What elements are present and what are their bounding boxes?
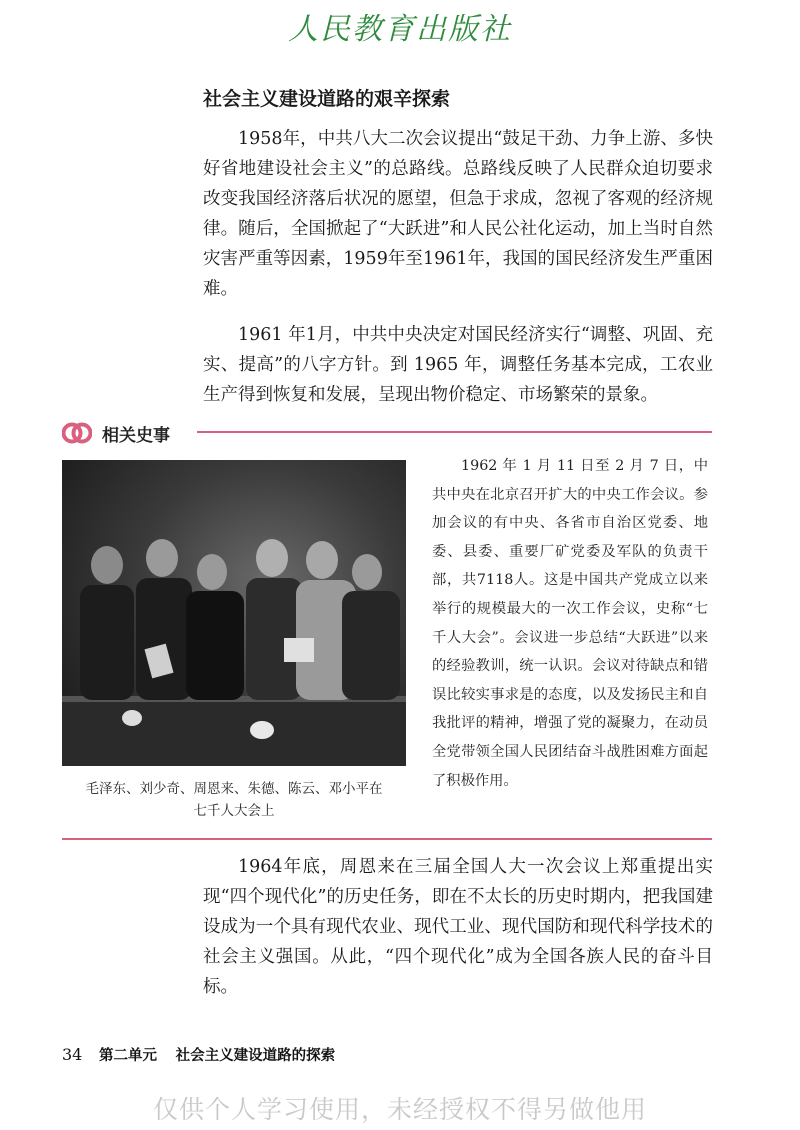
unit-label: 第二单元 — [98, 1048, 157, 1064]
chapter-label: 社会主义建设道路的探索 — [175, 1048, 336, 1064]
section-title: 社会主义建设道路的艰辛探索 — [203, 88, 451, 110]
photo-caption — [62, 778, 406, 822]
page-footer — [62, 1044, 335, 1065]
watermark: 仅供个人学习使用，未经授权不得另做他用 — [152, 1095, 647, 1124]
paragraph-1: 1958年，中共八大二次会议提出“鼓足干劲、力争上游、多快好省地建设社会主义”的总路线。总路线反映了人民群众迫切要求改变我国经济落后状况的愿望，但急于求成，忽视了客观的经济规律。随后，全国掀起了“大跃进”和人民公社化运动，加上当时自然灾害严重等因素，1959年至1961年，我国的国民经济发生严重困难。 — [203, 129, 713, 299]
related-history-title: 相关史事 — [102, 426, 170, 446]
page-number: 34 — [62, 1045, 83, 1064]
related-history-icon — [62, 418, 92, 448]
caption-line-2: 七千人大会上 — [193, 803, 275, 819]
publisher-logo: 人民教育出版社 — [288, 12, 512, 47]
paragraph-2: 1961 年1月，中共中央决定对国民经济实行“调整、巩固、充实、提高”的八字方针。到 1965 年，调整任务基本完成，工农业生产得到恢复和发展，呈现出物价稳定、市场繁荣的景象。 — [203, 325, 713, 405]
header-divider — [197, 431, 712, 433]
box-bottom-divider — [62, 838, 712, 840]
paragraph-3: 1964年底，周恩来在三届全国人大一次会议上郑重提出实现“四个现代化”的历史任务，即在不太长的历史时期内，把我国建设成为一个具有现代农业、现代工业、现代国防和现代科学技术的社会主义强国。从此，“四个现代化”成为全国各族人民的奋斗目标。 — [203, 857, 713, 997]
related-history-header — [62, 418, 712, 448]
historical-photo — [62, 460, 406, 766]
related-history-text: 1962 年 1 月 11 日至 2 月 7 日，中共中央在北京召开扩大的中央工作会议。参加会议的有中央、各省市自治区党委、地委、县委、重要厂矿党委及军队的负责干部，共7118人。这是中国共产党成立以来举行的规模最大的一次工作会议，史称“七千人大会”。会议进一步总结“大跃进”以来的经验教训，统一认识。会议对待缺点和错误比较实事求是的态度，以及发扬民主和自我批评的精神，增强了党的凝聚力，在动员全党带领全国人民团结奋斗战胜困难方面起了积极作用。 — [432, 458, 708, 789]
caption-line-1: 毛泽东、刘少奇、周恩来、朱德、陈云、邓小平在 — [85, 781, 383, 797]
